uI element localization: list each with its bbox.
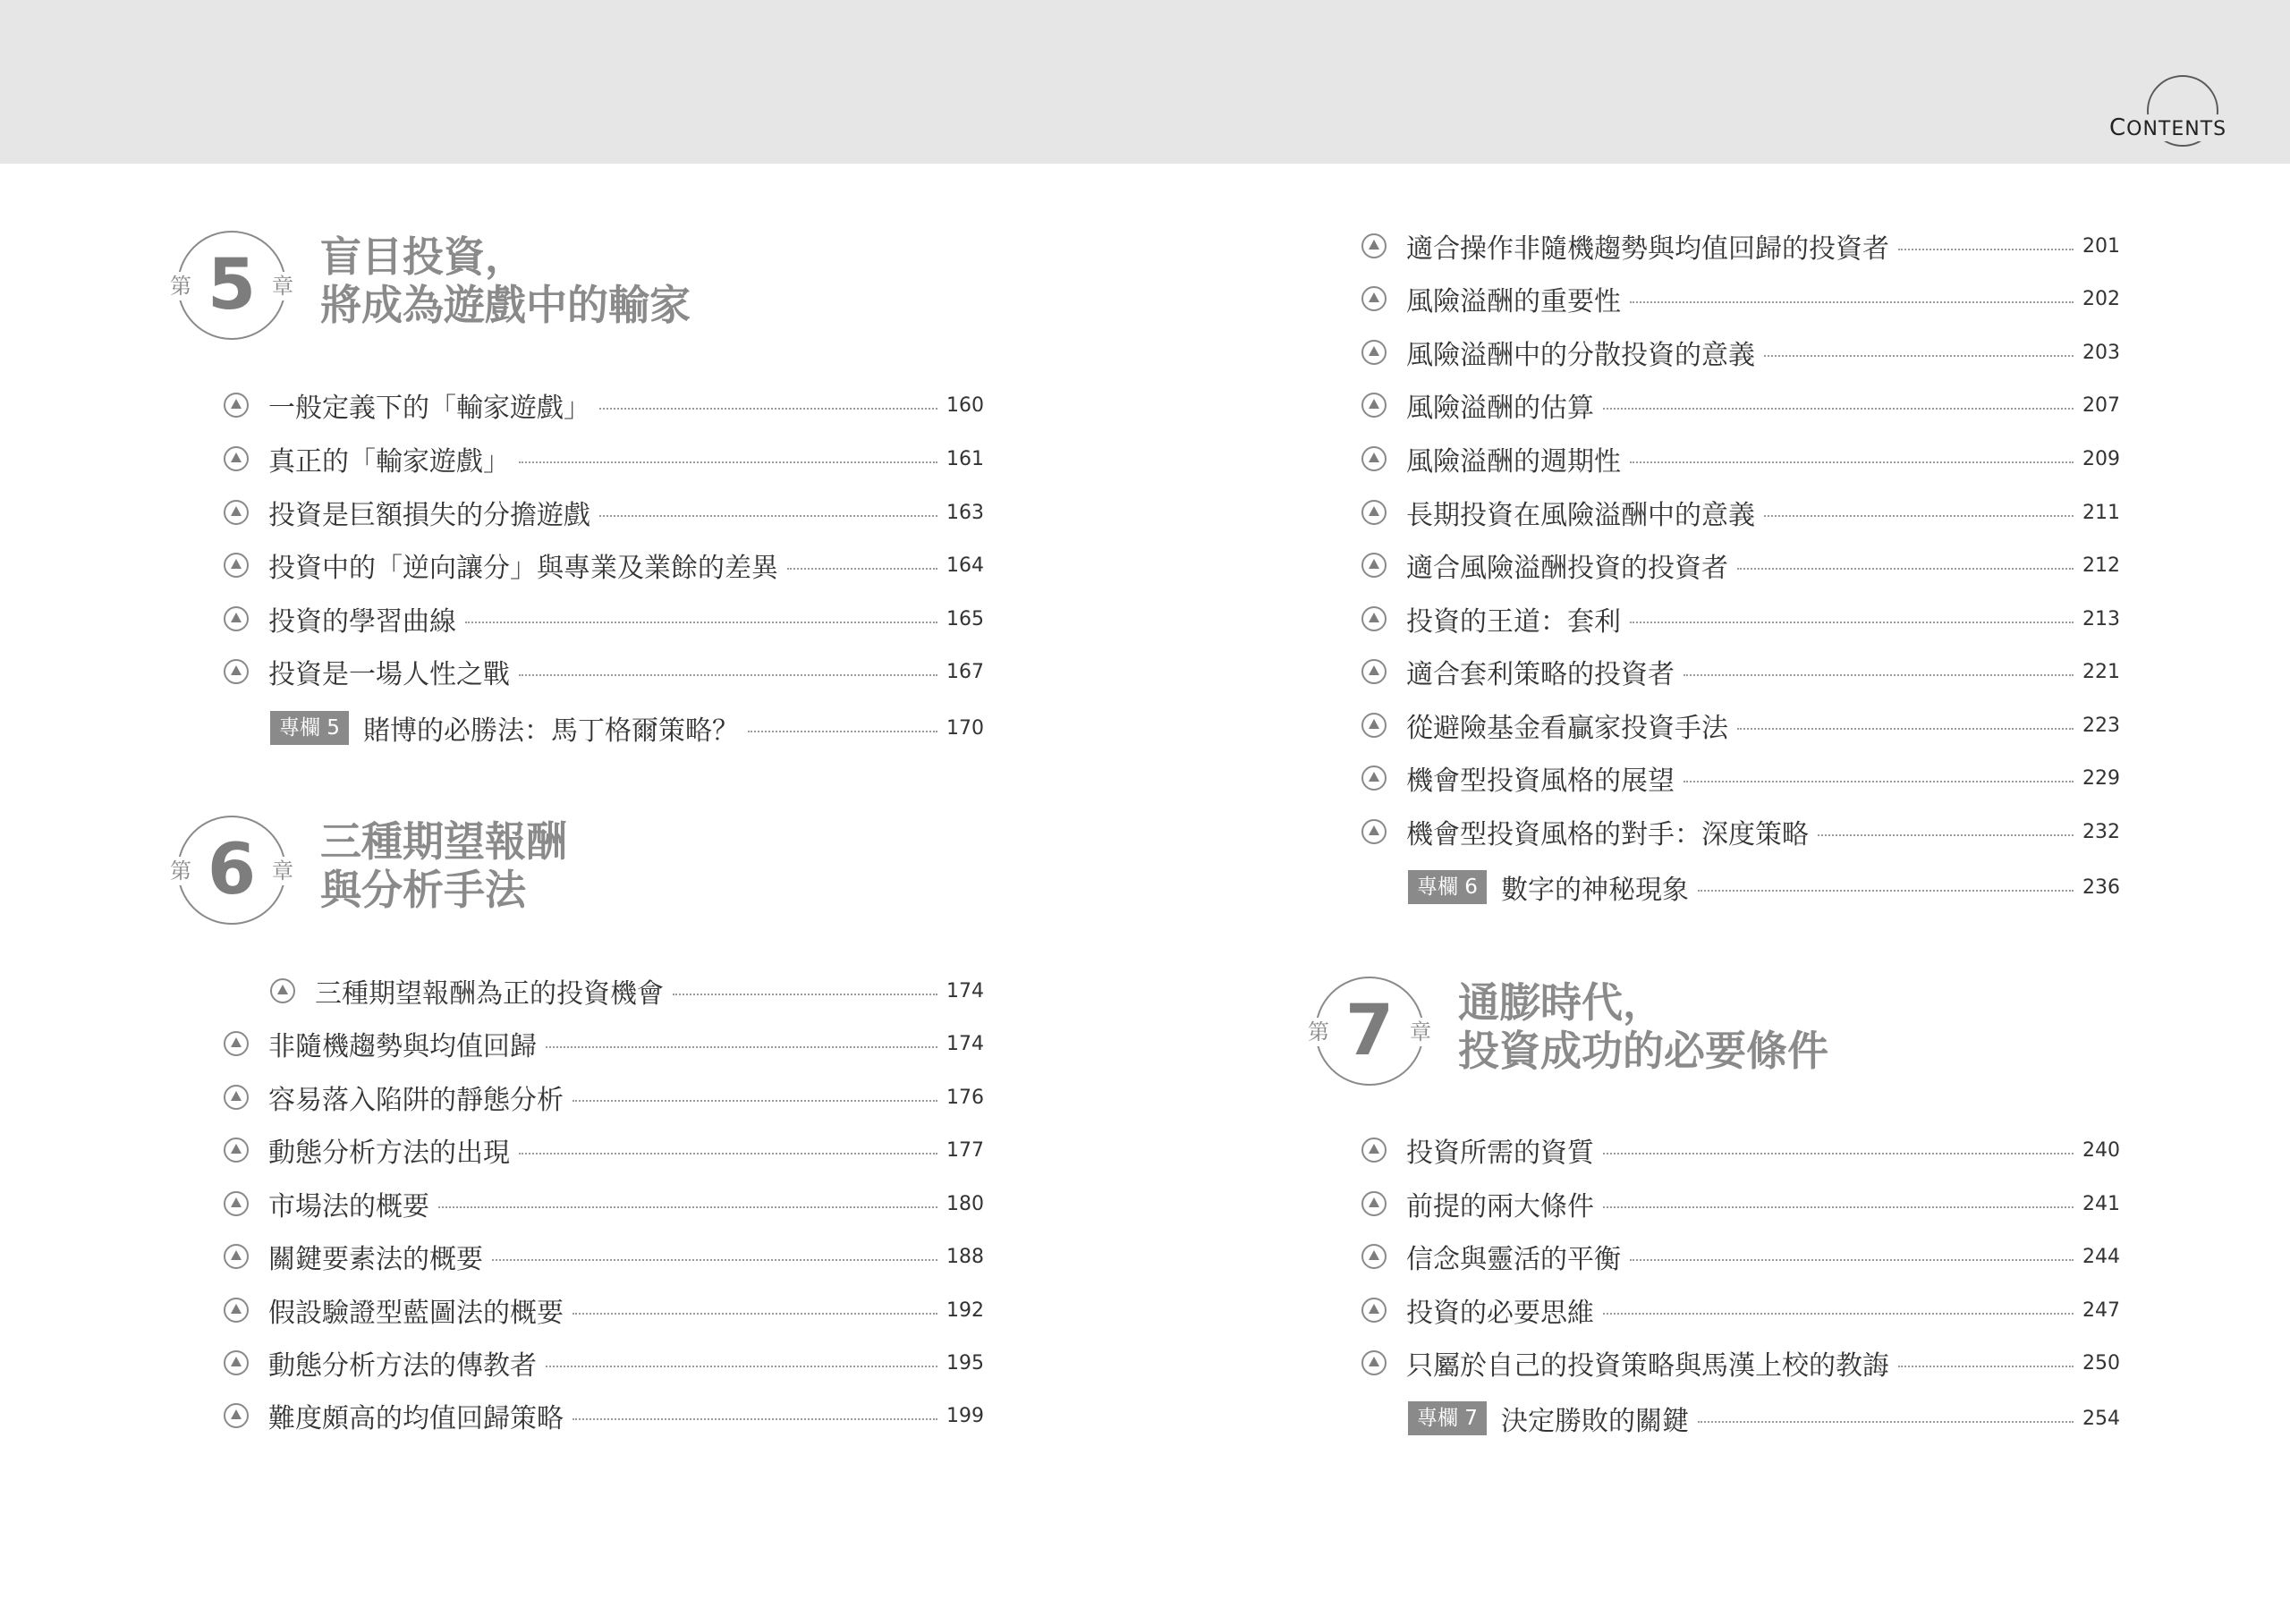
leader-dots (546, 1366, 937, 1367)
toc-entry-label: 動態分析方法的傳教者 (268, 1350, 537, 1382)
triangle-bullet-icon (1361, 1298, 1387, 1323)
triangle-bullet-icon (224, 1350, 249, 1375)
chapter-prefix: 第 (1308, 1019, 1329, 1045)
leader-dots (599, 515, 937, 517)
toc-entry-page: 188 (946, 1245, 984, 1268)
toc-entry[interactable] (1361, 1132, 2120, 1168)
toc-entry[interactable] (224, 495, 984, 530)
toc-entry-page: 163 (946, 501, 984, 524)
triangle-bullet-icon (224, 659, 249, 684)
triangle-bullet-icon (224, 1085, 249, 1110)
triangle-bullet-icon (1361, 1138, 1387, 1163)
triangle-bullet-icon (1361, 819, 1387, 844)
triangle-bullet-icon (224, 553, 249, 578)
toc-entry-label: 數字的神秘現象 (1500, 875, 1689, 906)
toc-entry-label: 從避險基金看贏家投資手法 (1406, 713, 1728, 744)
toc-entry[interactable] (224, 1239, 984, 1274)
triangle-bullet-icon (1361, 1191, 1387, 1216)
contents-label: CONTENTS (2106, 114, 2230, 141)
toc-entry-label: 決定勝敗的關鍵 (1500, 1406, 1689, 1437)
triangle-bullet-icon (1361, 765, 1387, 791)
toc-entry-page: 247 (2082, 1298, 2120, 1322)
chapter-title-line-1: 盲目投資， (320, 233, 526, 281)
toc-entry[interactable] (224, 1132, 984, 1168)
toc-entry[interactable] (1361, 441, 2120, 477)
toc-entry-page: 165 (946, 607, 984, 630)
toc-entry-label: 長期投資在風險溢酬中的意義 (1406, 500, 1755, 531)
toc-entry-label: 三種期望報酬為正的投資機會 (315, 978, 664, 1010)
chapter-6-heading (170, 816, 857, 959)
toc-entry-label: 市場法的概要 (268, 1191, 429, 1222)
toc-entry-page: 161 (946, 447, 984, 470)
toc-entry[interactable] (1361, 1292, 2120, 1328)
toc-entry-label: 真正的「輸家遊戲」 (268, 446, 510, 478)
toc-entry[interactable] (1361, 228, 2120, 264)
chapter-title-line-1: 三種期望報酬 (320, 817, 567, 866)
contents-badge (2106, 75, 2227, 150)
chapter-title-line-2: 與分析手法 (320, 866, 526, 914)
toc-entry[interactable] (224, 601, 984, 637)
chapter-number: 5 (207, 245, 257, 326)
toc-entry-page: 174 (946, 979, 984, 1002)
triangle-bullet-icon (1361, 286, 1387, 311)
toc-column-entry[interactable] (1408, 1400, 2120, 1436)
toc-entry[interactable] (270, 973, 984, 1009)
leader-dots (1764, 515, 2074, 517)
toc-entry-label: 動態分析方法的出現 (268, 1138, 510, 1169)
triangle-bullet-icon (1361, 606, 1387, 631)
chapter-number: 7 (1344, 991, 1395, 1071)
leader-dots (519, 461, 937, 463)
toc-entry-label: 機會型投資風格的展望 (1406, 765, 1675, 797)
triangle-bullet-icon (224, 1403, 249, 1428)
leader-dots (519, 1153, 937, 1155)
toc-entry[interactable] (224, 441, 984, 477)
chapter-title (1458, 978, 1828, 1075)
toc-entry[interactable] (224, 1079, 984, 1115)
leader-dots (1630, 461, 2074, 463)
triangle-bullet-icon (270, 978, 295, 1003)
leader-dots (1630, 622, 2074, 623)
leader-dots (1737, 568, 2074, 570)
toc-entry-page: 192 (946, 1298, 984, 1322)
leader-dots (1603, 1153, 2074, 1155)
toc-entry[interactable] (1361, 387, 2120, 423)
toc-entry-page: 211 (2082, 501, 2120, 524)
leader-dots (673, 994, 937, 995)
column-tag: 專欄 5 (270, 711, 349, 745)
toc-entry-label: 信念與靈活的平衡 (1406, 1244, 1621, 1275)
chapter-title-line-2: 投資成功的必要條件 (1458, 1027, 1828, 1075)
toc-entry-label: 投資是一場人性之戰 (268, 659, 510, 690)
leader-dots (1630, 301, 2074, 303)
toc-entry-label: 前提的兩大條件 (1406, 1191, 1594, 1222)
leader-dots (1630, 1259, 2074, 1261)
toc-entry-label: 適合套利策略的投資者 (1406, 659, 1675, 690)
toc-entry-label: 一般定義下的「輸家遊戲」 (268, 393, 590, 424)
leader-dots (572, 1100, 937, 1102)
toc-entry-label: 機會型投資風格的對手：深度策略 (1406, 819, 1809, 850)
leader-dots (465, 622, 937, 623)
toc-entry-page: 212 (2082, 554, 2120, 577)
chapter-title (320, 817, 567, 914)
toc-entry-label: 投資的學習曲線 (268, 606, 456, 638)
toc-entry-label: 風險溢酬的估算 (1406, 393, 1594, 424)
triangle-bullet-icon (1361, 233, 1387, 258)
toc-entry[interactable] (224, 387, 984, 423)
toc-entry-page: 177 (946, 1138, 984, 1162)
toc-entry[interactable] (1361, 547, 2120, 583)
chapter-title-line-2: 將成為遊戲中的輸家 (320, 281, 691, 329)
leader-dots (1684, 781, 2074, 782)
triangle-bullet-icon (224, 1031, 249, 1056)
leader-dots (748, 731, 937, 732)
leader-dots (1603, 408, 2074, 410)
leader-dots (1898, 1366, 2074, 1367)
toc-entry[interactable] (224, 1398, 984, 1434)
leader-dots (572, 1313, 937, 1315)
toc-entry-page: 213 (2082, 607, 2120, 630)
toc-entry-page: 221 (2082, 660, 2120, 683)
toc-entry[interactable] (1361, 1186, 2120, 1222)
toc-entry-label: 容易落入陷阱的靜態分析 (268, 1085, 564, 1116)
toc-entry-label: 適合操作非隨機趨勢與均值回歸的投資者 (1406, 233, 1889, 265)
toc-entry[interactable] (1361, 281, 2120, 317)
column-tag: 專欄 6 (1408, 870, 1487, 904)
triangle-bullet-icon (224, 393, 249, 418)
toc-entry[interactable] (1361, 1239, 2120, 1274)
toc-entry[interactable] (224, 654, 984, 689)
toc-entry-page: 201 (2082, 234, 2120, 258)
triangle-bullet-icon (224, 1298, 249, 1323)
toc-entry-page: 180 (946, 1192, 984, 1215)
toc-entry-label: 投資是巨額損失的分擔遊戲 (268, 500, 590, 531)
toc-entry-page: 207 (2082, 393, 2120, 417)
toc-entry[interactable] (1361, 1345, 2120, 1381)
toc-entry[interactable] (1361, 495, 2120, 530)
toc-entry-page: 244 (2082, 1245, 2120, 1268)
toc-entry[interactable] (1361, 334, 2120, 370)
chapter-title (320, 233, 691, 329)
triangle-bullet-icon (1361, 446, 1387, 471)
toc-entry[interactable] (1361, 601, 2120, 637)
leader-dots (1737, 728, 2074, 730)
toc-entry-page: 241 (2082, 1192, 2120, 1215)
leader-dots (572, 1418, 937, 1420)
toc-entry-page: 195 (946, 1351, 984, 1374)
leader-dots (492, 1259, 937, 1261)
toc-entry[interactable] (1361, 654, 2120, 689)
leader-dots (1698, 890, 2074, 892)
toc-entry-page: 174 (946, 1032, 984, 1055)
chapter-suffix: 章 (272, 859, 293, 884)
toc-entry[interactable] (1361, 814, 2120, 850)
toc-entry-page: 160 (946, 393, 984, 417)
toc-entry-page: 240 (2082, 1138, 2120, 1162)
toc-entry-label: 適合風險溢酬投資的投資者 (1406, 553, 1728, 584)
leader-dots (1603, 1206, 2074, 1208)
triangle-bullet-icon (1361, 553, 1387, 578)
toc-entry-label: 假設驗證型藍圖法的概要 (268, 1298, 564, 1329)
toc-entry-page: 229 (2082, 766, 2120, 790)
leader-dots (1684, 674, 2074, 676)
triangle-bullet-icon (1361, 1244, 1387, 1269)
leader-dots (599, 408, 937, 410)
toc-entry-label: 投資中的「逆向讓分」與專業及業餘的差異 (268, 553, 778, 584)
triangle-bullet-icon (224, 1138, 249, 1163)
chapter-title-line-1: 通膨時代， (1458, 978, 1664, 1027)
toc-entry-page: 236 (2082, 875, 2120, 899)
column-tag: 專欄 7 (1408, 1401, 1487, 1435)
chapter-suffix: 章 (272, 274, 293, 299)
leader-dots (1603, 1313, 2074, 1315)
triangle-bullet-icon (1361, 659, 1387, 684)
toc-entry-page: 167 (946, 660, 984, 683)
leader-dots (519, 674, 937, 676)
leader-dots (438, 1206, 937, 1208)
toc-entry-label: 難度頗高的均值回歸策略 (268, 1403, 564, 1434)
leader-dots (1764, 355, 2074, 357)
triangle-bullet-icon (1361, 500, 1387, 525)
toc-entry-page: 199 (946, 1404, 984, 1427)
triangle-bullet-icon (1361, 393, 1387, 418)
toc-entry-label: 風險溢酬中的分散投資的意義 (1406, 340, 1755, 371)
toc-entry-label: 投資所需的資質 (1406, 1138, 1594, 1169)
toc-entry-label: 風險溢酬的週期性 (1406, 446, 1621, 478)
toc-entry[interactable] (1361, 760, 2120, 796)
toc-entry-label: 風險溢酬的重要性 (1406, 286, 1621, 317)
toc-column-entry[interactable] (270, 710, 984, 746)
toc-entry-page: 203 (2082, 341, 2120, 364)
triangle-bullet-icon (224, 1191, 249, 1216)
toc-entry[interactable] (224, 1186, 984, 1222)
toc-entry[interactable] (224, 1026, 984, 1062)
toc-entry[interactable] (224, 1345, 984, 1381)
toc-entry-page: 164 (946, 554, 984, 577)
chapter-5-heading (170, 231, 857, 374)
toc-entry-page: 170 (946, 716, 984, 740)
chapter-number: 6 (207, 830, 257, 910)
chapter-7-heading (1308, 977, 1995, 1120)
toc-entry[interactable] (1361, 707, 2120, 743)
toc-entry-page: 176 (946, 1086, 984, 1109)
triangle-bullet-icon (1361, 1350, 1387, 1375)
toc-entry-label: 投資的必要思維 (1406, 1298, 1594, 1329)
leader-dots (546, 1046, 937, 1048)
toc-entry-page: 254 (2082, 1407, 2120, 1430)
chapter-prefix: 第 (170, 274, 191, 299)
toc-entry-page: 232 (2082, 820, 2120, 843)
toc-entry-label: 只屬於自己的投資策略與馬漢上校的教誨 (1406, 1350, 1889, 1382)
header-band (0, 0, 2290, 164)
toc-entry[interactable] (224, 1292, 984, 1328)
toc-entry-page: 209 (2082, 447, 2120, 470)
toc-entry[interactable] (224, 547, 984, 583)
triangle-bullet-icon (224, 500, 249, 525)
leader-dots (787, 568, 937, 570)
toc-entry-page: 202 (2082, 287, 2120, 310)
toc-entry-page: 223 (2082, 714, 2120, 737)
toc-column-entry[interactable] (1408, 869, 2120, 905)
chapter-suffix: 章 (1410, 1019, 1431, 1045)
leader-dots (1818, 834, 2074, 836)
triangle-bullet-icon (224, 446, 249, 471)
chapter-prefix: 第 (170, 859, 191, 884)
toc-entry-label: 賭博的必勝法：馬丁格爾策略？ (362, 715, 739, 747)
leader-dots (1698, 1421, 2074, 1423)
triangle-bullet-icon (1361, 713, 1387, 738)
triangle-bullet-icon (1361, 340, 1387, 365)
triangle-bullet-icon (224, 606, 249, 631)
leader-dots (1898, 249, 2074, 250)
toc-entry-label: 非隨機趨勢與均值回歸 (268, 1031, 537, 1062)
toc-entry-label: 關鍵要素法的概要 (268, 1244, 483, 1275)
toc-entry-label: 投資的王道：套利 (1406, 606, 1621, 638)
triangle-bullet-icon (224, 1244, 249, 1269)
toc-entry-page: 250 (2082, 1351, 2120, 1374)
